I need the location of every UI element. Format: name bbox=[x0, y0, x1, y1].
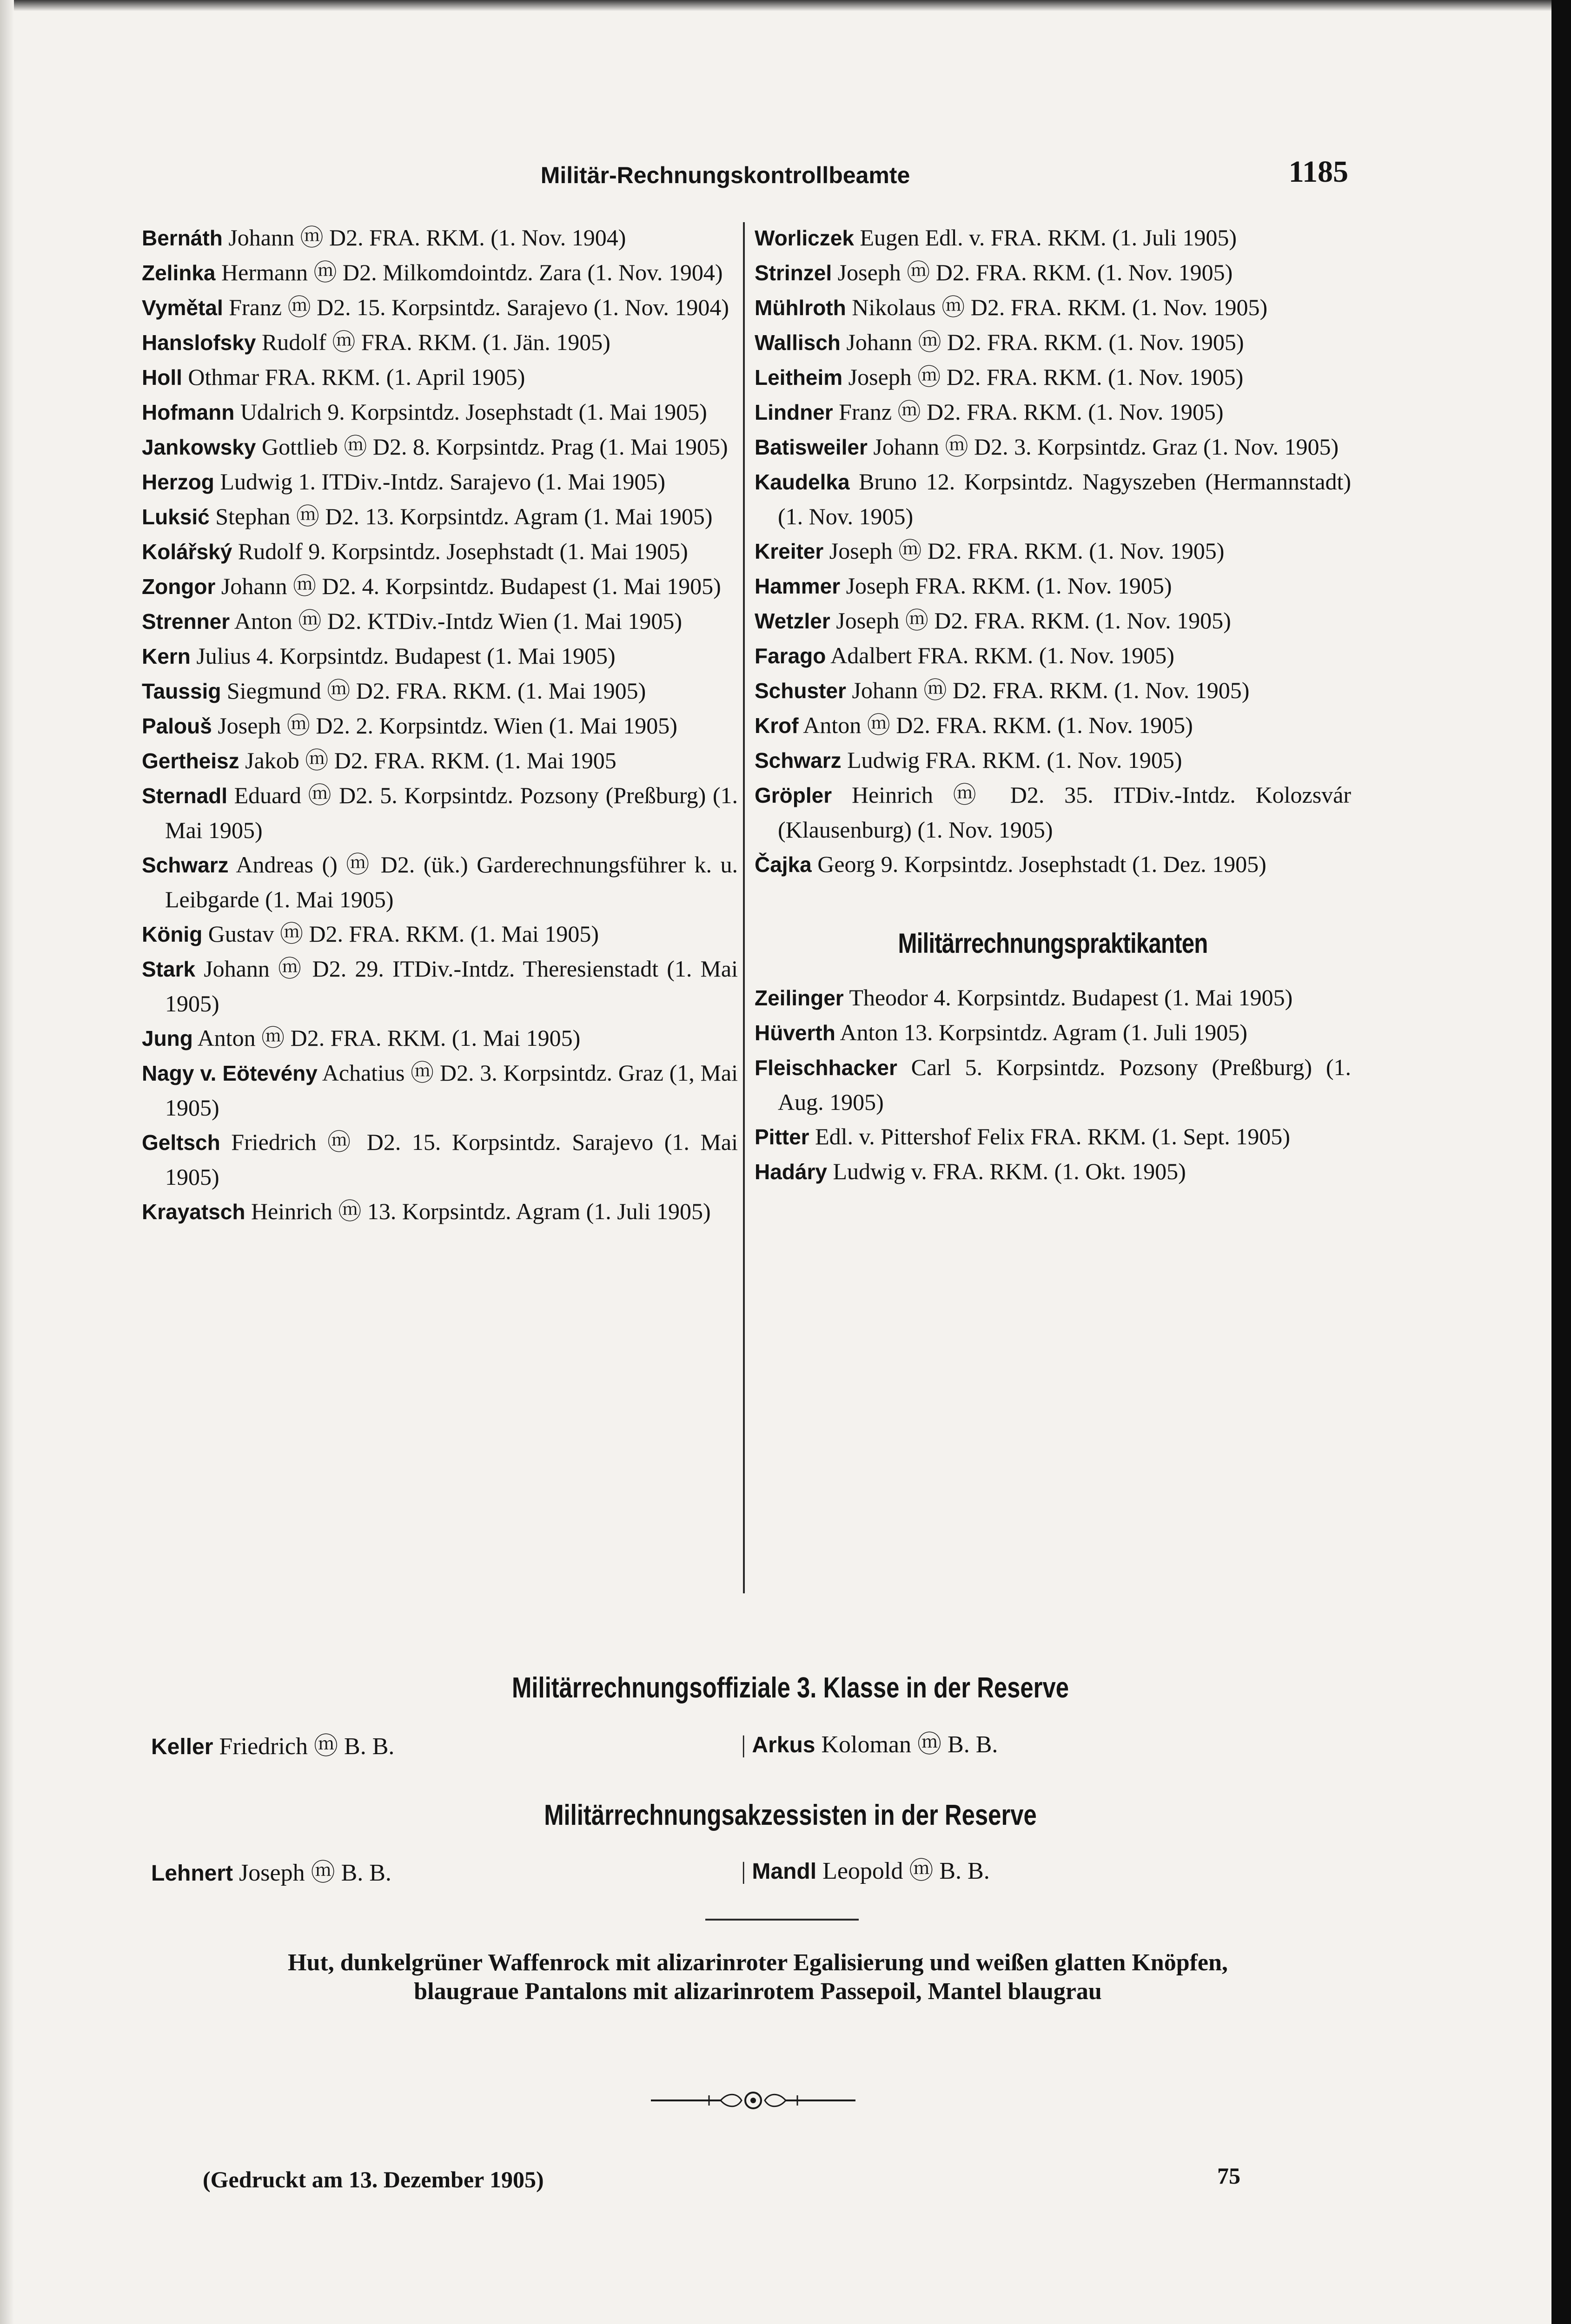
entry bbox=[755, 255, 1351, 290]
entry-details: Koloman ⓜ B. B. bbox=[815, 1731, 998, 1758]
entry-surname: Schwarz bbox=[142, 853, 229, 877]
entry-details: Joseph ⓜ D2. FRA. RKM. (1. Nov. 1905) bbox=[823, 538, 1225, 564]
entry-details: Johann ⓜ D2. 4. Korpsintdz. Budapest (1. Mai 1905) bbox=[215, 573, 721, 599]
entry-details: Johann ⓜ D2. 3. Korpsintdz. Graz (1. Nov. 1905) bbox=[867, 434, 1339, 460]
entry-surname: Farago bbox=[755, 644, 826, 668]
section-rule bbox=[705, 1919, 859, 1921]
entry-surname: Taussig bbox=[142, 679, 221, 703]
entry-surname: Geltsch bbox=[142, 1130, 220, 1155]
entry bbox=[755, 1119, 1351, 1154]
entry-details: Rudolf ⓜ FRA. RKM. (1. Jän. 1905) bbox=[256, 329, 610, 355]
entry-surname: Kolářský bbox=[142, 540, 232, 564]
entry-details: Ludwig FRA. RKM. (1. Nov. 1905) bbox=[841, 747, 1182, 773]
entry-surname: Hanslofsky bbox=[142, 330, 256, 355]
entry-details: Anton ⓜ D2. FRA. RKM. (1. Nov. 1905) bbox=[798, 712, 1193, 738]
section-heading-reserve-offiziale: Militärrechnungsoffiziale 3. Klasse in der Reserve bbox=[512, 1672, 1069, 1704]
entry-details: Andreas () ⓜ D2. (ük.) Garderechnungsführer k. u. Leibgarde (1. Mai 1905) bbox=[165, 852, 738, 912]
entry-details: Carl 5. Korpsintdz. Pozsony (Preßburg) (1. Aug. 1905) bbox=[778, 1054, 1351, 1115]
column-divider bbox=[743, 222, 745, 1593]
entry bbox=[755, 847, 1351, 882]
entry-surname: Čajka bbox=[755, 852, 812, 877]
entry-details: Franz ⓜ D2. FRA. RKM. (1. Nov. 1905) bbox=[833, 399, 1224, 425]
uniform-line-2: blaugraue Pantalons mit alizarinrotem Passepoil, Mantel blaugrau bbox=[414, 1978, 1102, 2005]
entry bbox=[142, 255, 738, 290]
entry-details: Johann ⓜ D2. 29. ITDiv.-Intdz. Theresienstadt (1. Mai 1905) bbox=[165, 956, 738, 1017]
entry bbox=[755, 464, 1351, 534]
entry-surname: Kaudelka bbox=[755, 470, 850, 494]
entry-surname: Wetzler bbox=[755, 609, 830, 633]
entry-details: Theodor 4. Korpsintdz. Budapest (1. Mai 1905) bbox=[843, 984, 1293, 1010]
entry bbox=[142, 569, 738, 604]
entry-details: Gustav ⓜ D2. FRA. RKM. (1. Mai 1905) bbox=[202, 921, 599, 947]
entry-details: Eduard ⓜ D2. 5. Korpsintdz. Pozsony (Preßburg) (1. Mai 1905) bbox=[165, 782, 738, 843]
entry-details: Julius 4. Korpsintdz. Budapest (1. Mai 1905) bbox=[190, 643, 616, 669]
entry-details: Eugen Edl. v. FRA. RKM. (1. Juli 1905) bbox=[854, 224, 1237, 251]
entry-surname: Jung bbox=[142, 1026, 193, 1050]
entry-details: Achatius ⓜ D2. 3. Korpsintdz. Graz (1, Mai 1905) bbox=[165, 1060, 738, 1121]
print-date: (Gedruckt am 13. Dezember 1905) bbox=[203, 2166, 544, 2192]
entry-surname: Pitter bbox=[755, 1125, 809, 1149]
entry-details: Anton 13. Korpsintdz. Agram (1. Juli 1905) bbox=[835, 1019, 1247, 1045]
entry bbox=[142, 847, 738, 917]
entry-surname: Gröpler bbox=[755, 783, 832, 807]
entry-surname: Hüverth bbox=[755, 1021, 835, 1045]
reserve-entry: | Arkus Koloman ⓜ B. B. bbox=[741, 1731, 998, 1758]
entry-surname: Holl bbox=[142, 365, 182, 390]
entry-surname: Sternadl bbox=[142, 784, 228, 808]
entry bbox=[755, 360, 1351, 395]
entry bbox=[142, 951, 738, 1021]
entry bbox=[755, 325, 1351, 360]
entry-surname: Herzog bbox=[142, 470, 214, 494]
entry-surname: Zeilinger bbox=[755, 986, 844, 1010]
entry-details: Johann ⓜ D2. FRA. RKM. (1. Nov. 1905) bbox=[840, 329, 1244, 355]
entry bbox=[142, 429, 738, 464]
entry-details: Heinrich ⓜ 13. Korpsintdz. Agram (1. Juli 1905) bbox=[245, 1198, 711, 1224]
entry bbox=[755, 778, 1351, 847]
entry-details: Joseph ⓜ D2. FRA. RKM. (1. Nov. 1905) bbox=[842, 364, 1244, 390]
entry bbox=[142, 708, 738, 743]
entry-surname: Jankowsky bbox=[142, 435, 256, 459]
entry bbox=[755, 429, 1351, 464]
entry bbox=[142, 673, 738, 708]
entry bbox=[142, 290, 738, 325]
entry bbox=[755, 1015, 1351, 1050]
entry-details: Anton ⓜ D2. FRA. RKM. (1. Mai 1905) bbox=[192, 1025, 581, 1051]
entry-surname: Stark bbox=[142, 957, 196, 981]
entry-details: Adalbert FRA. RKM. (1. Nov. 1905) bbox=[826, 642, 1174, 668]
entry-surname: Worliczek bbox=[755, 226, 854, 250]
running-head: Militär-Rechnungskontrollbeamte bbox=[540, 162, 910, 188]
entry-details: Joseph FRA. RKM. (1. Nov. 1905) bbox=[840, 573, 1172, 599]
left-column bbox=[142, 220, 738, 1229]
entry-details: Friedrich ⓜ D2. 15. Korpsintdz. Sarajevo (1. Mai 1905) bbox=[165, 1129, 738, 1190]
entry bbox=[142, 604, 738, 639]
entry bbox=[142, 395, 738, 429]
entry-surname: Gertheisz bbox=[142, 749, 239, 773]
entry-surname: Kreiter bbox=[755, 539, 824, 563]
reserve-entry bbox=[151, 1853, 391, 1888]
uniform-description bbox=[177, 1948, 1339, 2006]
entry bbox=[755, 638, 1351, 673]
sheet-number: 75 bbox=[1217, 2163, 1240, 2189]
entry-details: Ludwig v. FRA. RKM. (1. Okt. 1905) bbox=[827, 1158, 1186, 1184]
entry-surname: Lehnert bbox=[151, 1861, 233, 1886]
section-heading-praktikanten: Militärrechnungspraktikanten bbox=[898, 928, 1208, 959]
entry-details: Hermann ⓜ D2. Milkomdointdz. Zara (1. Nov. 1904) bbox=[215, 259, 723, 285]
entry-details: Ludwig 1. ITDiv.-Intdz. Sarajevo (1. Mai 1905) bbox=[214, 469, 666, 495]
entry-surname: Mühlroth bbox=[755, 296, 846, 320]
entry-surname: Leitheim bbox=[755, 365, 843, 390]
right-column bbox=[755, 220, 1351, 1189]
entry bbox=[755, 395, 1351, 429]
entry-details: Friedrich ⓜ B. B. bbox=[213, 1733, 395, 1760]
entry-surname: Wallisch bbox=[755, 330, 841, 355]
entry bbox=[142, 917, 738, 951]
entry bbox=[755, 673, 1351, 708]
scan-border-left bbox=[0, 0, 14, 2324]
entry-surname: Bernáth bbox=[142, 226, 223, 250]
entry-details: Gottlieb ⓜ D2. 8. Korpsintdz. Prag (1. Mai 1905) bbox=[256, 434, 728, 460]
entry-details: Franz ⓜ D2. 15. Korpsintdz. Sarajevo (1. Nov. 1904) bbox=[223, 294, 729, 320]
entry-details: Johann ⓜ D2. FRA. RKM. (1. Nov. 1905) bbox=[846, 677, 1250, 703]
entry-details: Edl. v. Pittershof Felix FRA. RKM. (1. Sept. 1905) bbox=[809, 1123, 1290, 1149]
entry bbox=[142, 778, 738, 847]
entry-surname: Strenner bbox=[142, 609, 230, 634]
entry-surname: Hadáry bbox=[755, 1160, 827, 1184]
entry bbox=[142, 499, 738, 534]
entry-details: Joseph ⓜ D2. FRA. RKM. (1. Nov. 1905) bbox=[832, 259, 1233, 285]
entry-surname: Krayatsch bbox=[142, 1200, 245, 1224]
entry-surname: Kern bbox=[142, 644, 191, 668]
entry bbox=[142, 1194, 738, 1229]
entry-details: Joseph ⓜ D2. FRA. RKM. (1. Nov. 1905) bbox=[830, 607, 1231, 634]
scan-border-right bbox=[1551, 0, 1571, 2324]
entry bbox=[142, 1056, 738, 1125]
entry bbox=[755, 708, 1351, 743]
entry-details: Stephan ⓜ D2. 13. Korpsintdz. Agram (1. Mai 1905) bbox=[209, 503, 713, 529]
entry-details: Othmar FRA. RKM. (1. April 1905) bbox=[182, 364, 525, 390]
entry bbox=[142, 639, 738, 673]
entry-details: Anton ⓜ D2. KTDiv.-Intdz Wien (1. Mai 1905) bbox=[230, 608, 683, 634]
entry-details: Heinrich ⓜ D2. 35. ITDiv.-Intdz. Kolozsvár (Klausenburg) (1. Nov. 1905) bbox=[778, 782, 1351, 843]
ornament-divider bbox=[651, 2089, 855, 2112]
reserve-entry: | Mandl Leopold ⓜ B. B. bbox=[741, 1858, 990, 1884]
entry-surname: Zelinka bbox=[142, 261, 216, 285]
entry bbox=[142, 360, 738, 395]
entry bbox=[142, 1125, 738, 1194]
entry-surname: Krof bbox=[755, 713, 799, 738]
reserve-entry bbox=[151, 1726, 394, 1761]
entry-details: Bruno 12. Korpsintdz. Nagyszeben (Hermannstadt) (1. Nov. 1905) bbox=[778, 469, 1351, 529]
page-number: 1185 bbox=[1288, 155, 1348, 189]
entry-surname: König bbox=[142, 922, 203, 946]
entry bbox=[755, 534, 1351, 568]
entry bbox=[755, 1154, 1351, 1189]
entry bbox=[142, 464, 738, 499]
entry-surname: Keller bbox=[151, 1735, 213, 1759]
entry-surname: Hofmann bbox=[142, 400, 235, 424]
entry bbox=[755, 290, 1351, 325]
entry bbox=[142, 1021, 738, 1056]
entry-surname: Nagy v. Eötevény bbox=[142, 1061, 318, 1085]
entry bbox=[755, 220, 1351, 255]
entry-details: Nikolaus ⓜ D2. FRA. RKM. (1. Nov. 1905) bbox=[846, 294, 1268, 320]
entry-surname: Mandl bbox=[752, 1859, 817, 1884]
entry-surname: Lindner bbox=[755, 400, 833, 424]
entry-surname: Batisweiler bbox=[755, 435, 868, 459]
entry bbox=[142, 743, 738, 778]
entry-surname: Schwarz bbox=[755, 748, 842, 772]
entry-details: Udalrich 9. Korpsintdz. Josephstadt (1. Mai 1905) bbox=[234, 399, 707, 425]
entry-details: Georg 9. Korpsintdz. Josephstadt (1. Dez. 1905) bbox=[811, 851, 1266, 877]
entry bbox=[755, 1050, 1351, 1119]
entry-details: Joseph ⓜ D2. 2. Korpsintdz. Wien (1. Mai 1905) bbox=[212, 713, 677, 739]
entry-details: Siegmund ⓜ D2. FRA. RKM. (1. Mai 1905) bbox=[221, 678, 646, 704]
entry-surname: Zongor bbox=[142, 574, 216, 599]
entry-details: Jakob ⓜ D2. FRA. RKM. (1. Mai 1905 bbox=[239, 747, 616, 773]
entry-details: Leopold ⓜ B. B. bbox=[816, 1858, 990, 1884]
entry-details: Joseph ⓜ B. B. bbox=[233, 1860, 391, 1886]
entry-details: Rudolf 9. Korpsintdz. Josephstadt (1. Mai 1905) bbox=[232, 538, 688, 564]
entry bbox=[755, 603, 1351, 638]
entry bbox=[755, 743, 1351, 778]
entry-surname: Schuster bbox=[755, 679, 846, 703]
entry-surname: Arkus bbox=[752, 1733, 815, 1757]
entry bbox=[755, 980, 1351, 1015]
entry-surname: Vymětal bbox=[142, 296, 223, 320]
entry-details: Johann ⓜ D2. FRA. RKM. (1. Nov. 1904) bbox=[222, 224, 626, 251]
section-heading-reserve-akzessisten: Militärrechnungsakzessisten in der Reserve bbox=[544, 1799, 1037, 1831]
scan-border-top bbox=[0, 0, 1571, 11]
entry bbox=[755, 568, 1351, 603]
uniform-line-1: Hut, dunkelgrüner Waffenrock mit alizarinroter Egalisierung und weißen glatten Knöpfen, bbox=[288, 1949, 1228, 1976]
entry bbox=[142, 220, 738, 255]
entry bbox=[142, 325, 738, 360]
entry-surname: Palouš bbox=[142, 714, 212, 738]
entry-surname: Hammer bbox=[755, 574, 841, 598]
entry-surname: Luksić bbox=[142, 505, 210, 529]
entry bbox=[142, 534, 738, 569]
entry-surname: Fleischhacker bbox=[755, 1056, 897, 1080]
entry-surname: Strinzel bbox=[755, 261, 832, 285]
